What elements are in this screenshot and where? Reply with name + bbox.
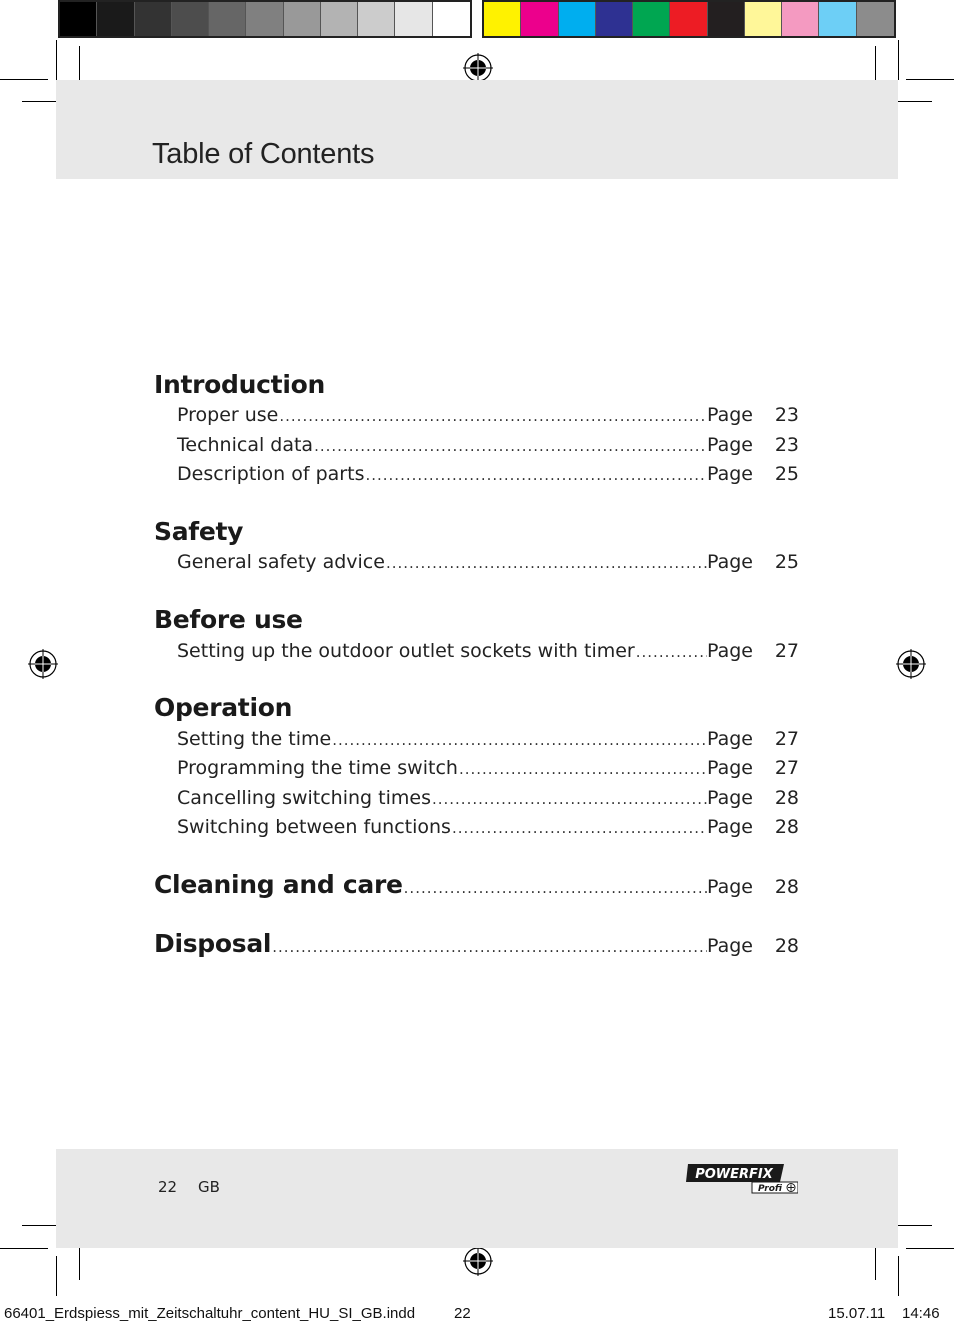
page-number: 28	[774, 935, 799, 957]
page-word: Page	[707, 404, 753, 426]
toc-entry[interactable]	[177, 787, 799, 813]
color-swatch	[135, 2, 172, 36]
process-color-bar	[482, 0, 896, 38]
page-word: Page	[707, 434, 753, 456]
toc-section-entry-disposal[interactable]	[154, 929, 799, 958]
toc-entry[interactable]	[177, 728, 799, 754]
color-swatch	[358, 2, 395, 36]
page-number: 23	[774, 404, 799, 426]
registration-mark-icon	[463, 53, 493, 83]
toc-entry-label: General safety advice	[177, 551, 385, 573]
leader-dots	[278, 407, 707, 425]
page-word: Page	[707, 551, 753, 573]
toc-entry[interactable]	[177, 404, 799, 430]
grayscale-color-bar	[58, 0, 472, 38]
page-word: Page	[707, 935, 753, 957]
page-word: Page	[707, 757, 753, 779]
page-number: 25	[774, 551, 799, 573]
slug-filename: 66401_Erdspiess_mit_Zeitschaltuhr_content_HU_SI_GB.indd	[4, 1305, 416, 1322]
leader-dots	[403, 879, 707, 897]
slug-date: 15.07.11	[828, 1305, 886, 1322]
color-swatch	[60, 2, 97, 36]
section-heading-introduction: Introduction	[154, 370, 325, 399]
color-swatch	[857, 2, 894, 36]
footer-page-number: 22	[158, 1178, 178, 1196]
powerfix-logo-icon	[686, 1162, 798, 1194]
slug-page: 22	[454, 1305, 471, 1322]
crop-mark	[0, 1248, 48, 1249]
crop-mark	[906, 79, 954, 80]
page-number: 25	[774, 463, 799, 485]
page-number: 28	[774, 816, 799, 838]
page-number: 28	[774, 787, 799, 809]
crop-mark	[898, 1256, 899, 1296]
toc-entry[interactable]	[177, 816, 799, 842]
leader-dots	[271, 938, 707, 956]
toc-entry-label: Switching between functions	[177, 816, 451, 838]
crop-mark	[906, 1248, 954, 1249]
crop-mark	[898, 40, 899, 80]
color-swatch	[633, 2, 670, 36]
toc-entry[interactable]	[177, 463, 799, 489]
toc-entry[interactable]	[177, 640, 799, 666]
section-heading-safety: Safety	[154, 517, 244, 546]
page-word: Page	[707, 640, 753, 662]
toc-entry-label: Setting the time	[177, 728, 332, 750]
color-swatch	[172, 2, 209, 36]
page-number: 28	[774, 876, 799, 898]
color-swatch	[209, 2, 246, 36]
toc-entry-label: Technical data	[177, 434, 314, 456]
color-swatch	[321, 2, 358, 36]
footer-language: GB	[198, 1178, 220, 1196]
leader-dots	[635, 643, 707, 661]
leader-dots	[313, 437, 707, 455]
section-heading-cleaning: Cleaning and care	[154, 870, 403, 899]
page-word: Page	[707, 787, 753, 809]
color-swatch	[670, 2, 707, 36]
slug-time: 14:46	[902, 1305, 940, 1322]
toc-entry-label: Description of parts	[177, 463, 365, 485]
crop-mark	[56, 1256, 57, 1296]
page-number: 23	[774, 434, 799, 456]
page-word: Page	[707, 463, 753, 485]
registration-mark-icon	[463, 1246, 493, 1276]
leader-dots	[331, 731, 707, 749]
color-swatch	[782, 2, 819, 36]
section-heading-operation: Operation	[154, 693, 293, 722]
page-word: Page	[707, 876, 753, 898]
page-word: Page	[707, 816, 753, 838]
color-swatch	[559, 2, 596, 36]
leader-dots	[364, 466, 707, 484]
color-swatch	[97, 2, 134, 36]
color-swatch	[246, 2, 283, 36]
page-word: Page	[707, 728, 753, 750]
registration-mark-icon	[896, 649, 926, 679]
registration-mark-icon	[28, 649, 58, 679]
color-swatch	[433, 2, 470, 36]
toc-entry-label: Programming the time switch	[177, 757, 458, 779]
page-number: 27	[774, 757, 799, 779]
leader-dots	[451, 819, 707, 837]
toc-entry-label: Cancelling switching times	[177, 787, 431, 809]
leader-dots	[458, 760, 707, 778]
page-number: 27	[774, 640, 799, 662]
toc-entry[interactable]	[177, 551, 799, 577]
color-swatch	[596, 2, 633, 36]
color-swatch	[284, 2, 321, 36]
svg-text:Profi: Profi	[757, 1184, 783, 1194]
toc-entry-label: Setting up the outdoor outlet sockets with timer	[177, 640, 635, 662]
section-heading-before-use: Before use	[154, 605, 303, 634]
leader-dots	[431, 790, 707, 808]
section-heading-disposal: Disposal	[154, 929, 272, 958]
crop-mark	[0, 79, 48, 80]
toc-entry[interactable]	[177, 434, 799, 460]
page-number: 27	[774, 728, 799, 750]
leader-dots	[385, 554, 707, 572]
color-swatch	[745, 2, 782, 36]
color-swatch	[708, 2, 745, 36]
page-title: Table of Contents	[152, 138, 375, 170]
color-swatch	[521, 2, 558, 36]
toc-section-entry-cleaning[interactable]	[154, 870, 799, 899]
toc-entry[interactable]	[177, 757, 799, 783]
toc-entry-label: Proper use	[177, 404, 279, 426]
color-swatch	[484, 2, 521, 36]
color-swatch	[395, 2, 432, 36]
svg-text:POWERFIX: POWERFIX	[695, 1167, 773, 1182]
color-swatch	[819, 2, 856, 36]
crop-mark	[56, 40, 57, 80]
